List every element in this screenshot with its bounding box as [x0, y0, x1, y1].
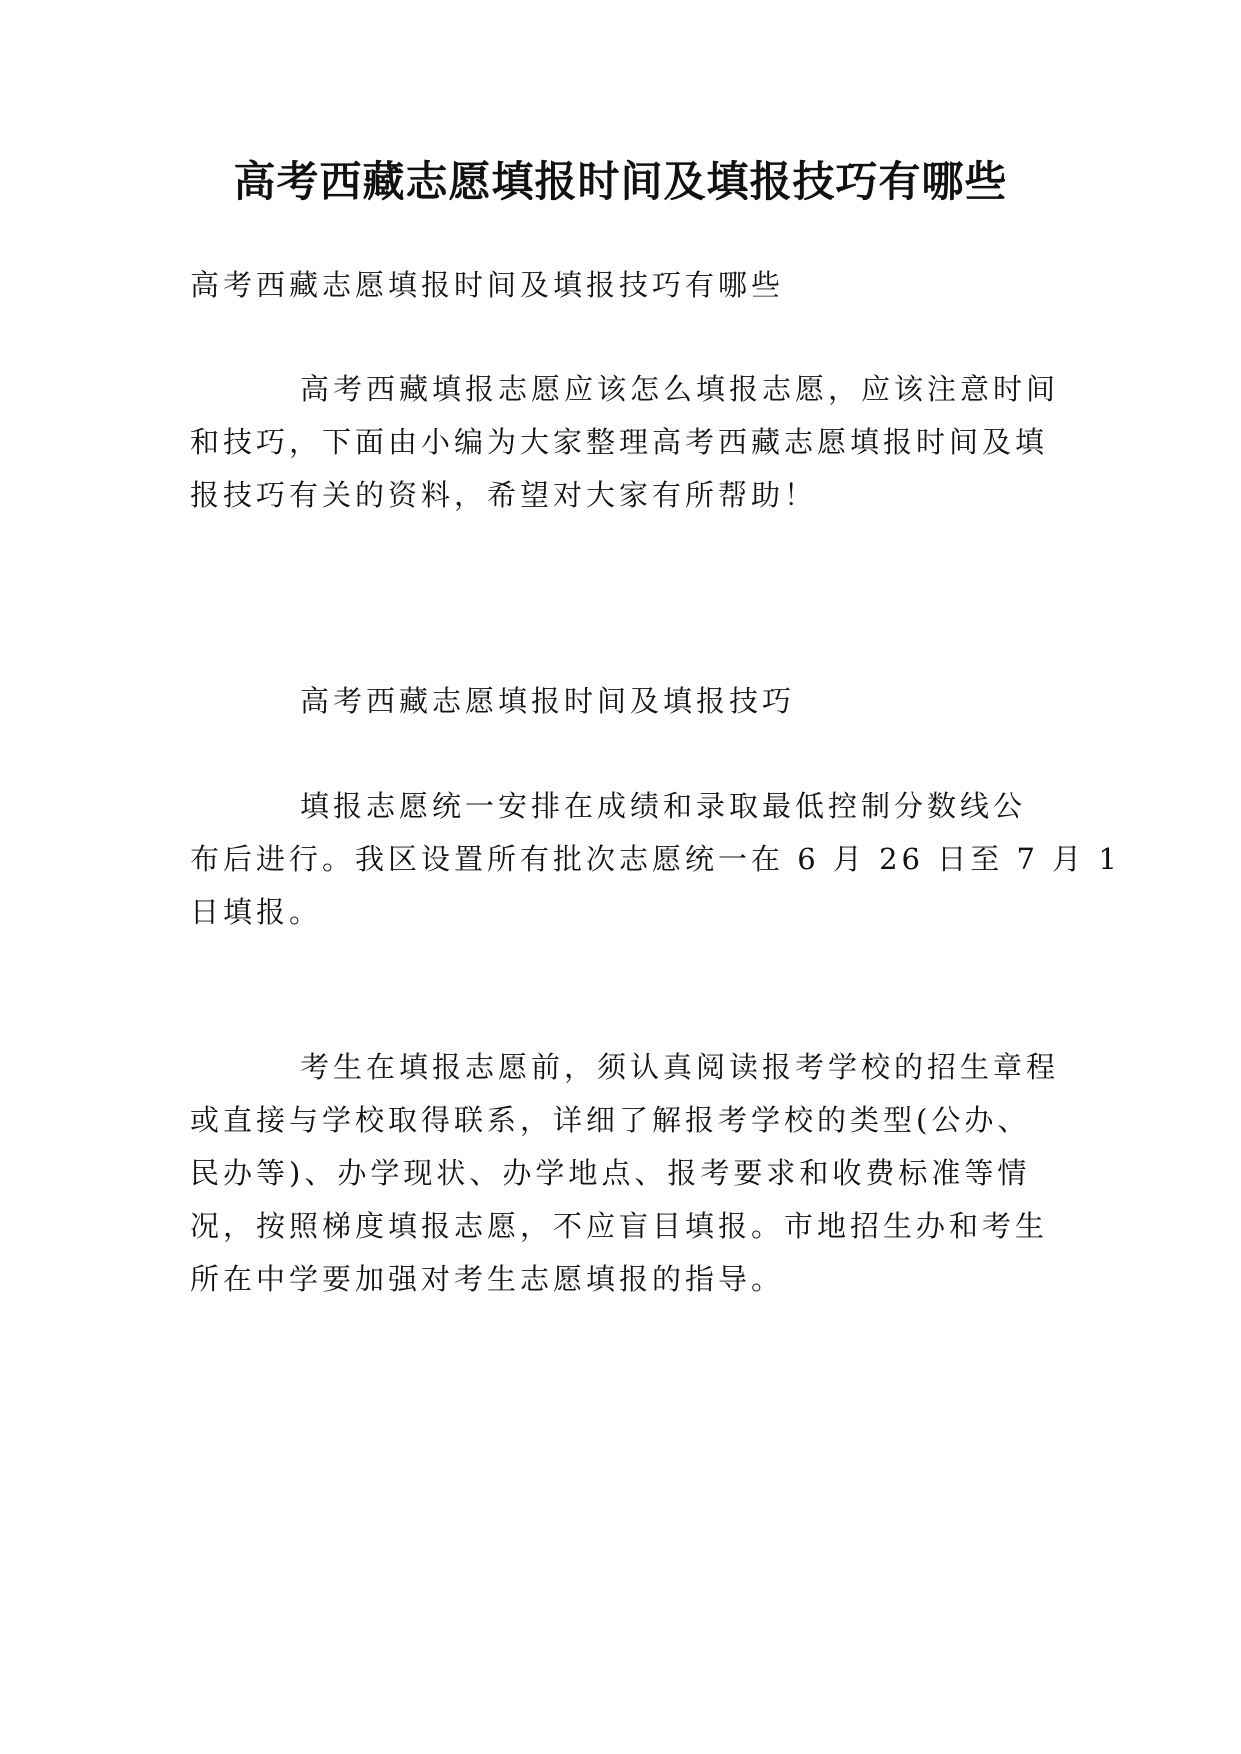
document-subtitle: 高考西藏志愿填报时间及填报技巧有哪些 [190, 268, 785, 302]
paragraph-line: 民办等)、办学现状、办学地点、报考要求和收费标准等情 [190, 1156, 1031, 1190]
paragraph-line: 填报志愿统一安排在成绩和录取最低控制分数线公 [300, 789, 1027, 823]
paragraph-line: 或直接与学校取得联系，详细了解报考学校的类型(公办、 [190, 1103, 1031, 1137]
paragraph-line: 布后进行。我区设置所有批次志愿统一在 6 月 26 日至 7 月 1 [190, 842, 1121, 876]
document-title: 高考西藏志愿填报时间及填报技巧有哪些 [233, 157, 1008, 206]
intro-line: 和技巧，下面由小编为大家整理高考西藏志愿填报时间及填 [190, 425, 1049, 459]
paragraph-line: 所在中学要加强对考生志愿填报的指导。 [190, 1262, 785, 1296]
intro-line: 报技巧有关的资料，希望对大家有所帮助！ [190, 478, 818, 512]
intro-line: 高考西藏填报志愿应该怎么填报志愿，应该注意时间 [300, 372, 1060, 406]
section-heading: 高考西藏志愿填报时间及填报技巧 [300, 684, 796, 718]
paragraph-line: 日填报。 [190, 895, 323, 929]
paragraph-line: 考生在填报志愿前，须认真阅读报考学校的招生章程 [300, 1050, 1060, 1084]
paragraph-line: 况，按照梯度填报志愿，不应盲目填报。市地招生办和考生 [190, 1209, 1049, 1243]
